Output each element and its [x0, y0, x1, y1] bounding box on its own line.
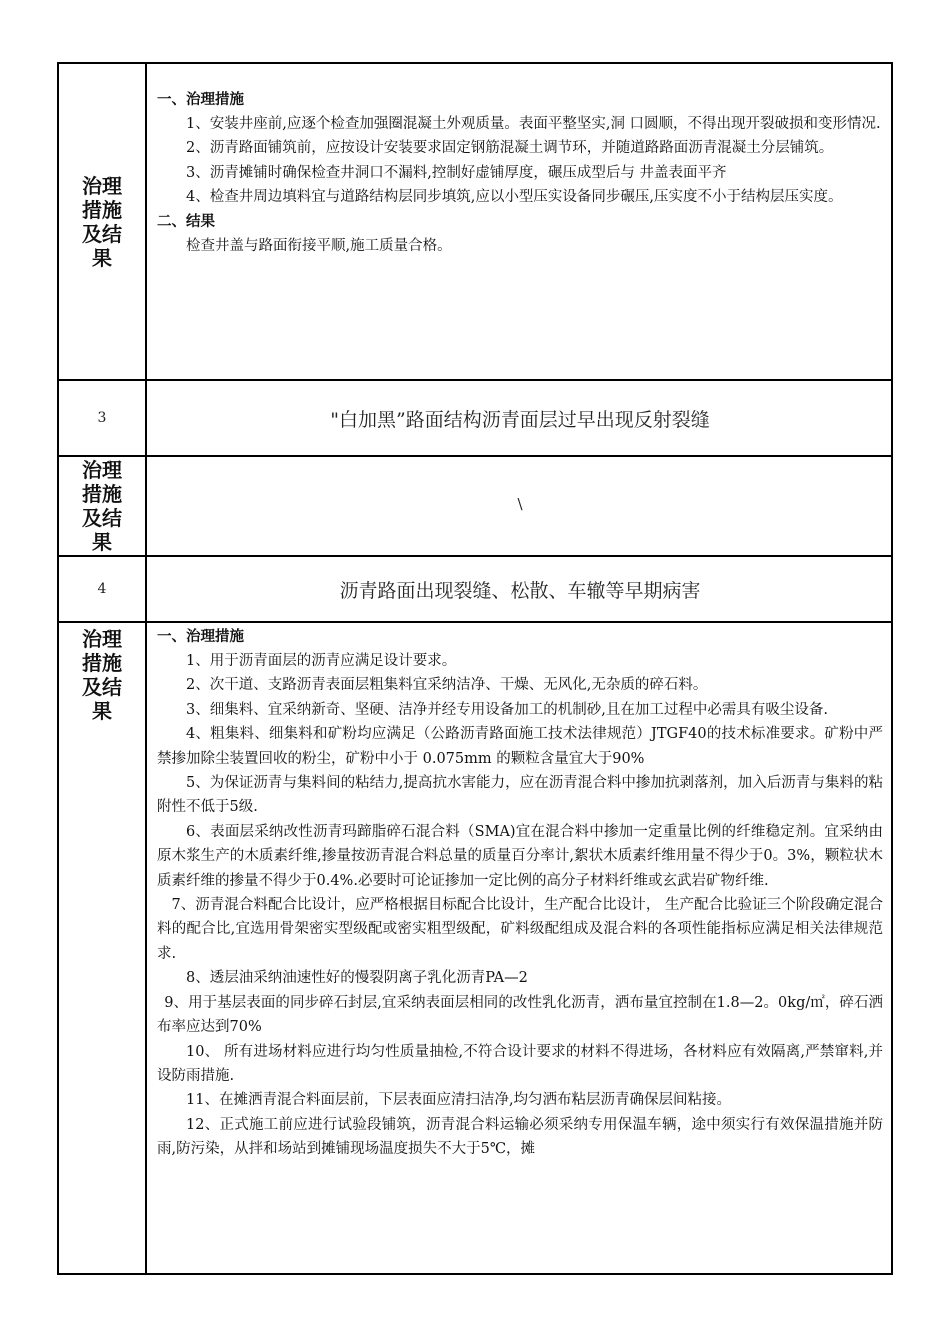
table-row — [59, 457, 891, 557]
empty-content: \ — [517, 495, 523, 513]
list-item: 4、粗集料、细集料和矿粉均应满足（公路沥青路面施工技术法律规范）JTGF40的技术标准要求。矿粉中严禁掺加除尘装置回收的粉尘，矿粉中小于 0.075mm 的颗粒含量宜大于90% — [157, 726, 883, 767]
list-item: 1、安装井座前,应逐个检查加强圈混凝土外观质量。表面平整坚实,洞 口圆顺，不得出现开裂破损和变形情况. — [186, 116, 881, 132]
section-label: 治理措施及结果 — [82, 458, 122, 554]
list-item: 9、用于基层表面的同步碎石封层,宜采纳表面层相同的改性乳化沥青，洒布量宜控制在1.8—2。0kg/㎡，碎石洒布率应达到70% — [157, 994, 883, 1036]
row-number: 3 — [59, 381, 147, 455]
section-label: 治理措施及结果 — [82, 627, 122, 723]
section-heading: 二、结果 — [157, 213, 215, 230]
document-table — [57, 62, 893, 1275]
list-item: 6、表面层采纳改性沥青玛蹄脂碎石混合料（SMA)宜在混合料中掺加一定重量比例的纤维稳定剂。宜采纳由原木浆生产的木质素纤维,掺量按沥青混合料总量的质量百分率计,絮状木质素纤维用量不得少于0。3%，颗粒状木质素纤维的掺量不得少于0.4%.必要时可论证掺加一定比例的高分子材料纤维或玄武岩矿物纤维. — [157, 823, 883, 889]
list-item: 11、在摊洒青混合料面层前，下层表面应清扫洁净,均匀洒布粘层沥青确保层间粘接。 — [186, 1092, 732, 1109]
issue-title: "白加黑”路面结构沥青面层过早出现反射裂缝 — [330, 408, 710, 431]
row-label-cell — [59, 457, 147, 555]
content-cell — [147, 64, 891, 379]
list-item: 1、用于沥青面层的沥青应满足设计要求。 — [186, 653, 457, 669]
row-label-cell — [59, 623, 147, 1273]
issue-title: 沥青路面出现裂缝、松散、车辙等早期病害 — [339, 579, 701, 602]
list-item: 12、正式施工前应进行试验段铺筑，沥青混合料运输必须采纳专用保温车辆，途中须实行有效保温措施并防雨,防污染，从拌和场站到摊铺现场温度损失不大于5℃，摊 — [157, 1116, 883, 1158]
list-item: 4、检查井周边填料宜与道路结构层同步填筑,应以小型压实设备同步碾压,压实度不小于结构层压实度。 — [186, 189, 843, 206]
table-row — [59, 623, 891, 1273]
list-item: 2、次干道、支路沥青表面层粗集料宜采纳洁净、干燥、无风化,无杂质的碎石料。 — [186, 677, 708, 694]
table-row — [59, 557, 891, 623]
section-heading: 一、治理措施 — [157, 629, 244, 645]
list-item: 2、沥青路面铺筑前，应按设计安装要求固定钢筋混凝土调节环，并随道路路面沥青混凝土分层铺筑。 — [186, 140, 834, 157]
list-item: 3、细集料、宜采纳新奇、坚硬、洁净并经专用设备加工的机制砂,且在加工过程中必需具有吸尘设备. — [186, 701, 828, 718]
row-label-cell — [59, 64, 147, 379]
result-text: 检查井盖与路面衔接平顺,施工质量合格。 — [186, 237, 452, 254]
list-item: 5、为保证沥青与集料间的粘结力,提高抗水害能力，应在沥青混合料中掺加抗剥落剂，加入后沥青与集料的粘附性不低于5级. — [157, 775, 883, 816]
table-row — [59, 381, 891, 457]
list-item: 3、沥青摊铺时确保检查井洞口不漏料,控制好虚铺厚度，碾压成型后与 井盖表面平齐 — [186, 164, 727, 181]
list-item: 7、沥青混合料配合比设计，应严格根据目标配合比设计，生产配合比设计， 生产配合比验证三个阶段确定混合料的配合比,宜选用骨架密实型级配或密实粗型级配，矿料级配组成及混合料的各项性能指标应满足相关法律规范求. — [157, 897, 883, 962]
row-number: 4 — [59, 557, 147, 621]
list-item: 8、透层油采纳油速性好的慢裂阴离子乳化沥青PA—2 — [186, 970, 528, 987]
section-heading: 一、治理措施 — [157, 92, 244, 108]
section-label: 治理措施及结果 — [82, 173, 122, 270]
list-item: 10、 所有进场材料应进行均匀性质量抽检,不符合设计要求的材料不得进场，各材料应有效隔离,严禁窜料,并设防雨措施. — [157, 1043, 883, 1084]
content-cell — [147, 623, 891, 1273]
table-row — [59, 64, 891, 381]
